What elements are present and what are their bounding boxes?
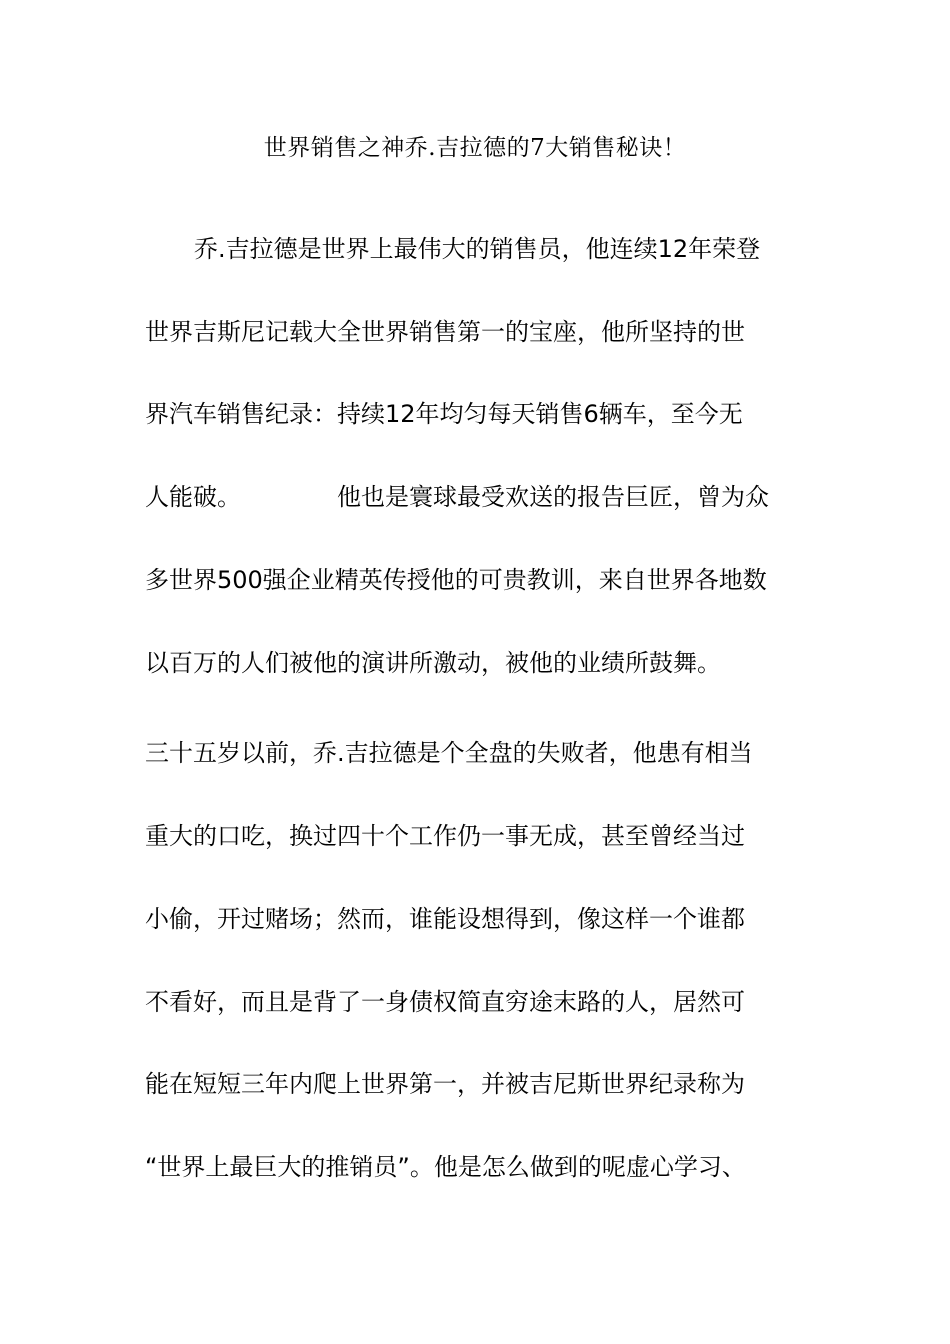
paragraph-line-split [145, 480, 769, 514]
paragraph-line: 以百万的人们被他的演讲所激动，被他的业绩所鼓舞。 [145, 649, 721, 677]
paragraph-line: “世界上最巨大的推销员”。他是怎么做到的呢虚心学习、 [145, 1153, 746, 1181]
paragraph-line-part: 人能破。 [145, 483, 241, 511]
paragraph-line: 不看好，而且是背了一身债权简直穷途末路的人，居然可 [145, 988, 745, 1016]
paragraph-line: 能在短短三年内爬上世界第一，并被吉尼斯世界纪录称为 [145, 1070, 745, 1098]
paragraph-line: 小偷，开过赌场；然而，谁能设想得到，像这样一个谁都 [145, 905, 745, 933]
paragraph-line: 多世界500强企业精英传授他的可贵教训，来自世界各地数 [145, 566, 767, 594]
document-title: 世界销售之神乔.吉拉德的7大销售秘诀！ [263, 135, 687, 161]
paragraph-line: 乔.吉拉德是世界上最伟大的销售员，他连续12年荣登 [194, 235, 761, 263]
paragraph-line: 世界吉斯尼记载大全世界销售第一的宝座，他所坚持的世 [145, 318, 745, 346]
paragraph-line: 重大的口吃，换过四十个工作仍一事无成，甚至曾经当过 [145, 822, 745, 850]
paragraph-line: 界汽车销售纪录：持续12年均匀每天销售6辆车，至今无 [145, 400, 743, 428]
paragraph-line-part: 他也是寰球最受欢送的报告巨匠，曾为众 [337, 483, 769, 511]
paragraph-line: 三十五岁以前，乔.吉拉德是个全盘的失败者，他患有相当 [145, 739, 753, 767]
